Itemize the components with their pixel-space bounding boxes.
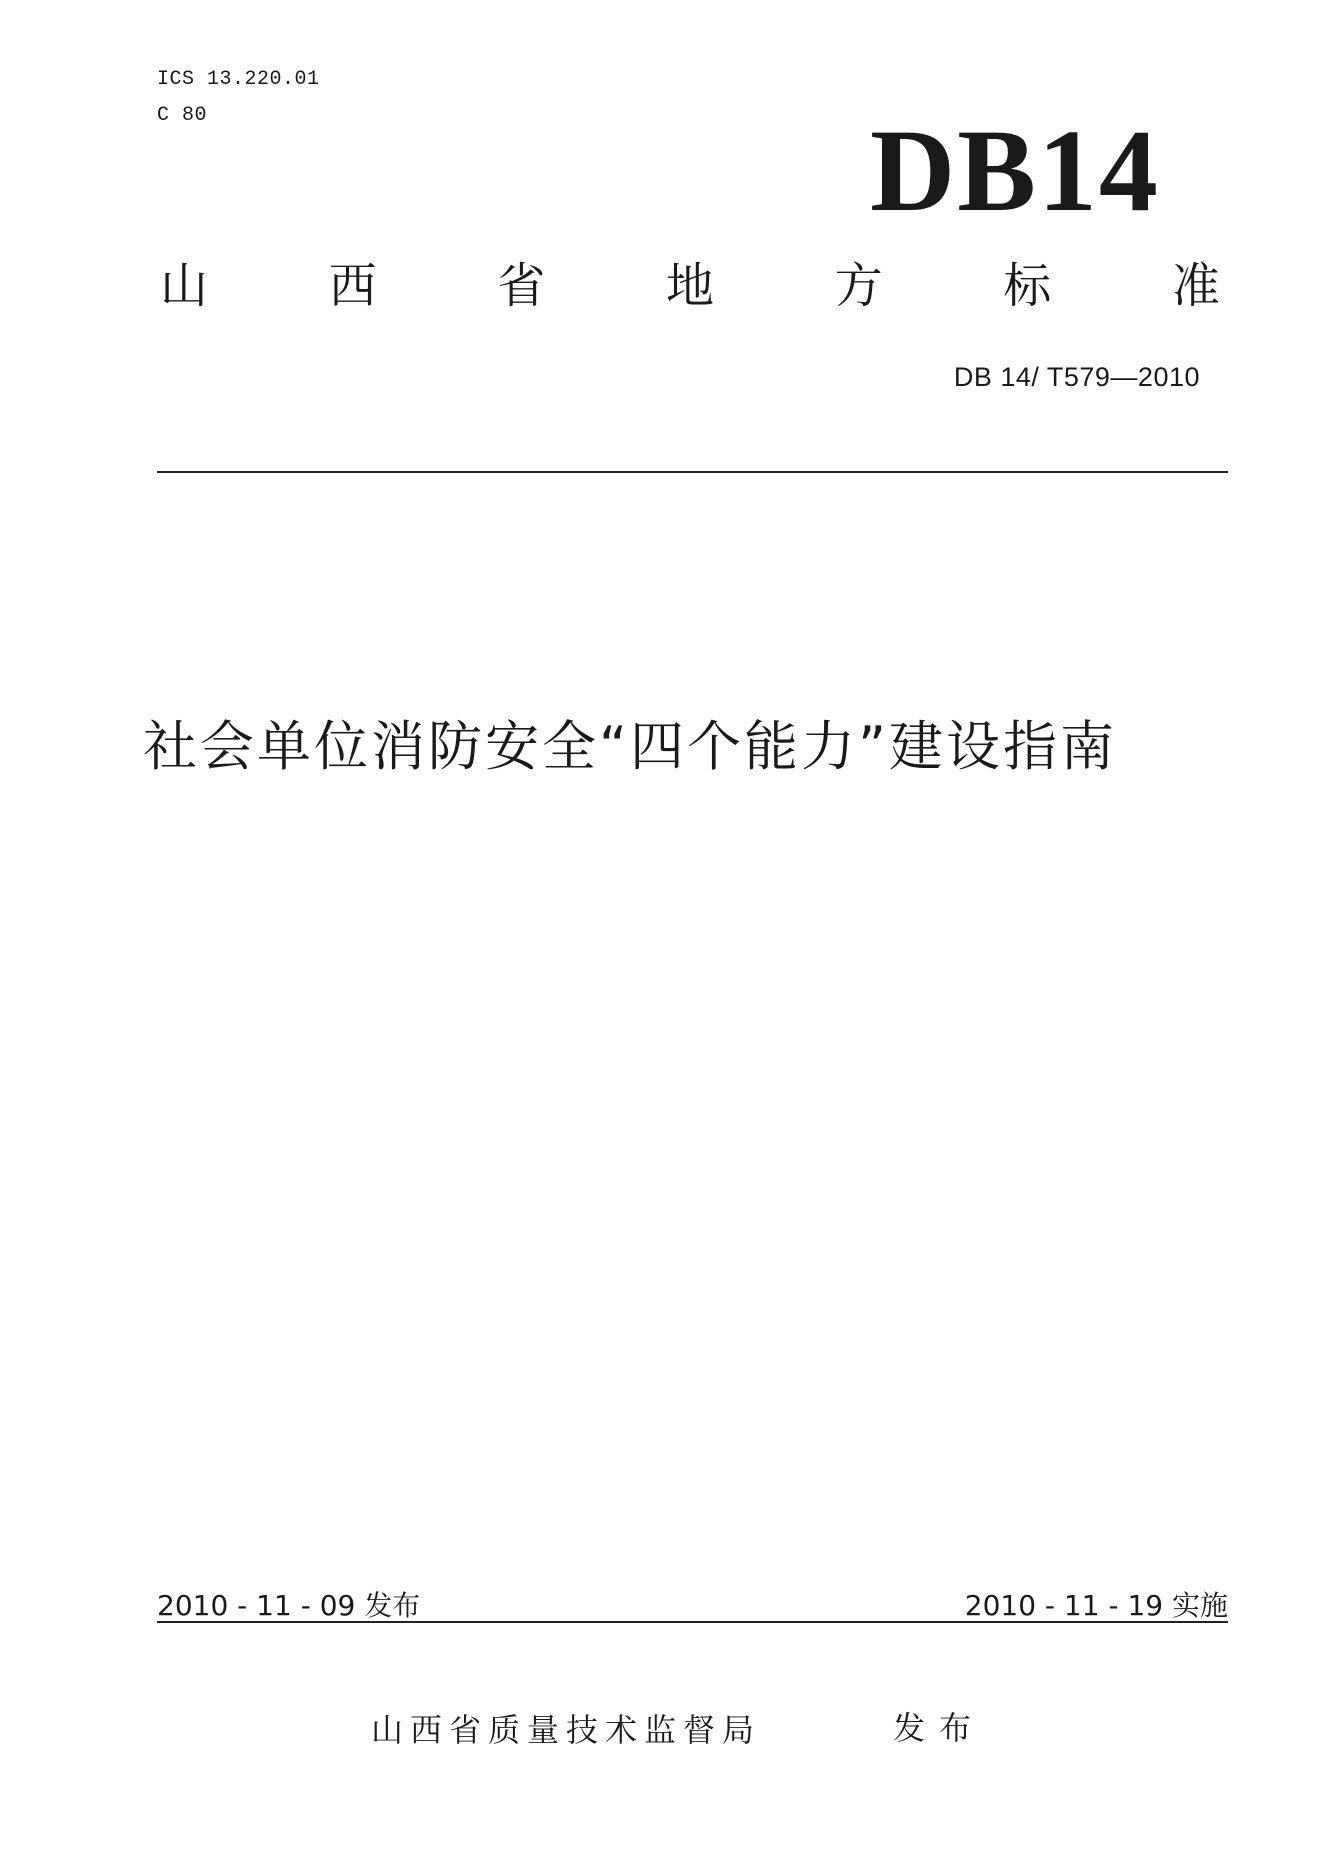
- standard-logo: DB14: [870, 105, 1160, 236]
- issue-date: 2010 - 11 - 09 发布: [157, 1589, 421, 1622]
- document-title: 社会单位消防安全“四个能力”建设指南: [143, 715, 1117, 778]
- bottom-divider: [157, 1621, 1228, 1623]
- standard-type-char: 西: [328, 258, 377, 314]
- ics-code: ICS 13.220.01: [157, 68, 320, 91]
- standard-type-char: 标: [1003, 258, 1052, 314]
- publisher-name: 山西省质量技术监督局: [371, 1711, 762, 1749]
- standard-type-char: 省: [497, 258, 546, 314]
- top-divider: [157, 471, 1228, 473]
- ccs-code: C 80: [157, 104, 208, 127]
- standard-type-heading: [160, 258, 1220, 314]
- standard-type-char: 山: [160, 258, 209, 314]
- standard-type-char: 准: [1171, 258, 1220, 314]
- standard-type-char: 方: [834, 258, 883, 314]
- standard-number: DB 14/ T579—2010: [953, 362, 1200, 392]
- publish-label: 发布: [893, 1709, 986, 1747]
- implementation-date: 2010 - 11 - 19 实施: [964, 1589, 1228, 1622]
- standard-type-char: 地: [665, 258, 714, 314]
